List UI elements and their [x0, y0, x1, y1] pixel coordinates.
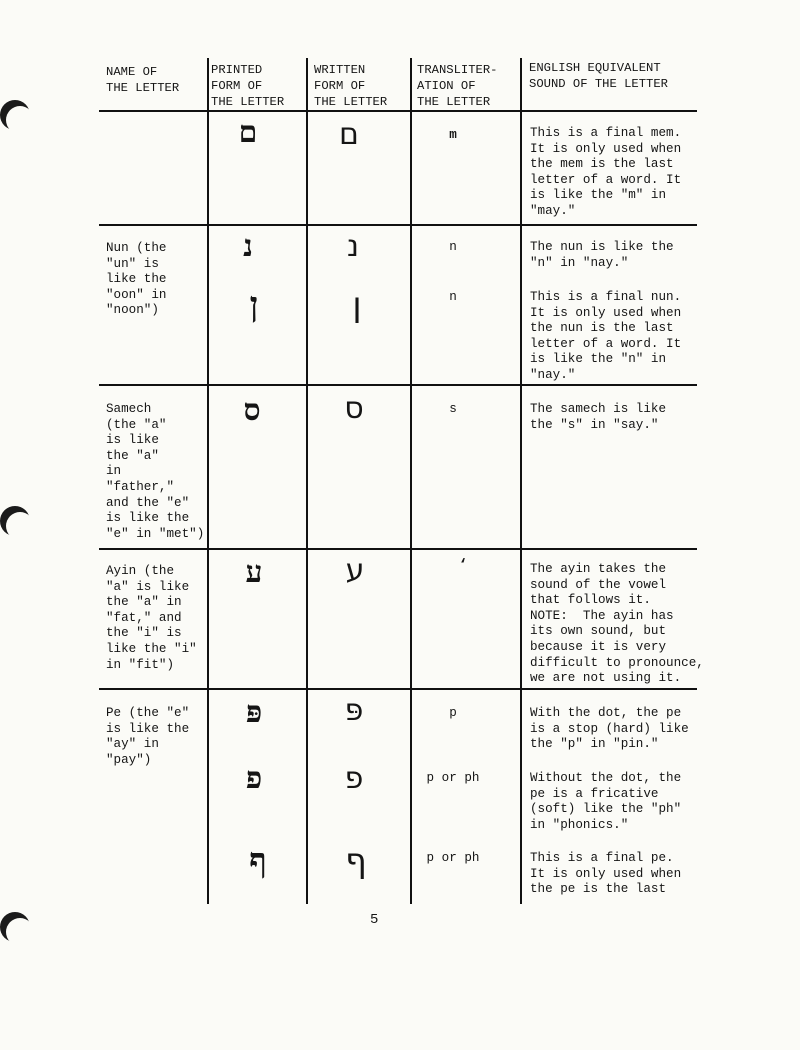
written-pe-dagesh: פּ: [344, 693, 364, 728]
column-rule: [207, 58, 209, 904]
printed-pe: פ: [245, 761, 263, 796]
translit-nun: n: [449, 240, 457, 254]
translit-final-mem: m: [449, 128, 457, 142]
header-written: WRITTEN FORM OF THE LETTER: [314, 63, 388, 109]
translit-samech: s: [449, 402, 457, 416]
header-transliteration: TRANSLITER- ATION OF THE LETTER: [417, 63, 498, 109]
row-rule: [99, 384, 697, 386]
printed-nun: נ: [243, 229, 253, 264]
english-final-nun: This is a final nun. It is only used when the nun is the last letter of a word. It is like the "n" in "nay.": [530, 290, 682, 382]
english-samech: The samech is like the "s" in "say.": [530, 402, 667, 432]
header-printed: PRINTED FORM OF THE LETTER: [211, 63, 285, 109]
english-nun: The nun is like the "n" in "nay.": [530, 240, 674, 270]
printed-pe-dagesh: פּ: [245, 695, 263, 730]
written-pe: פ: [344, 761, 364, 796]
header-english: ENGLISH EQUIVALENT SOUND OF THE LETTER: [529, 61, 668, 91]
written-samech: ס: [344, 391, 364, 426]
header-name: NAME OF THE LETTER: [106, 65, 180, 95]
row-rule: [99, 548, 697, 550]
written-ayin: ע: [345, 553, 365, 588]
translit-ayin: ‘: [458, 557, 468, 574]
column-rule: [520, 58, 522, 904]
row-rule: [99, 224, 697, 226]
header-rule: [99, 110, 697, 112]
row-rule: [99, 688, 697, 690]
printed-final-mem: ם: [238, 115, 258, 150]
written-final-nun: ן: [352, 285, 362, 325]
binder-hole-top: [0, 100, 30, 130]
english-pe-soft: Without the dot, the pe is a fricative (soft) like the "ph" in "phonics.": [530, 771, 682, 832]
english-ayin: The ayin takes the sound of the vowel that follows it. NOTE: The ayin has its own sound, but because it is very difficult to pronounce, we are not using it.: [530, 562, 704, 686]
name-samech: Samech (the "a" is like the "a" in "father," and the "e" is like the "e" in "met"): [106, 402, 205, 541]
column-rule: [306, 58, 308, 904]
english-final-pe: This is a final pe. It is only used when the pe is the last: [530, 851, 682, 897]
written-final-mem: ם: [339, 117, 359, 152]
translit-final-nun: n: [449, 290, 457, 304]
name-ayin: Ayin (the "a" is like the "a" in "fat," and the "i" is like the "i" in "fit"): [106, 564, 197, 672]
translit-final-pe: p or ph: [426, 851, 480, 865]
english-final-mem: This is a final mem. It is only used when the mem is the last letter of a word. It is like the "m" in "may.": [530, 126, 682, 218]
written-final-pe: ף: [345, 841, 367, 881]
column-rule: [410, 58, 412, 904]
page-number: 5: [370, 912, 379, 928]
printed-samech: ס: [243, 393, 261, 428]
english-pe-dagesh: With the dot, the pe is a stop (hard) like the "p" in "pin.": [530, 706, 689, 752]
printed-ayin: ע: [245, 555, 263, 590]
printed-final-pe: ף: [249, 841, 267, 881]
written-nun: נ: [346, 229, 359, 264]
translit-pe-soft: p or ph: [426, 771, 480, 785]
name-nun: Nun (the "un" is like the "oon" in "noon"): [106, 241, 167, 318]
binder-hole-bottom: [0, 912, 30, 942]
name-pe: Pe (the "e" is like the "ay" in "pay"): [106, 706, 190, 767]
binder-hole-middle: [0, 506, 30, 536]
printed-final-nun: ן: [249, 285, 259, 325]
translit-pe-dagesh: p: [449, 706, 457, 720]
